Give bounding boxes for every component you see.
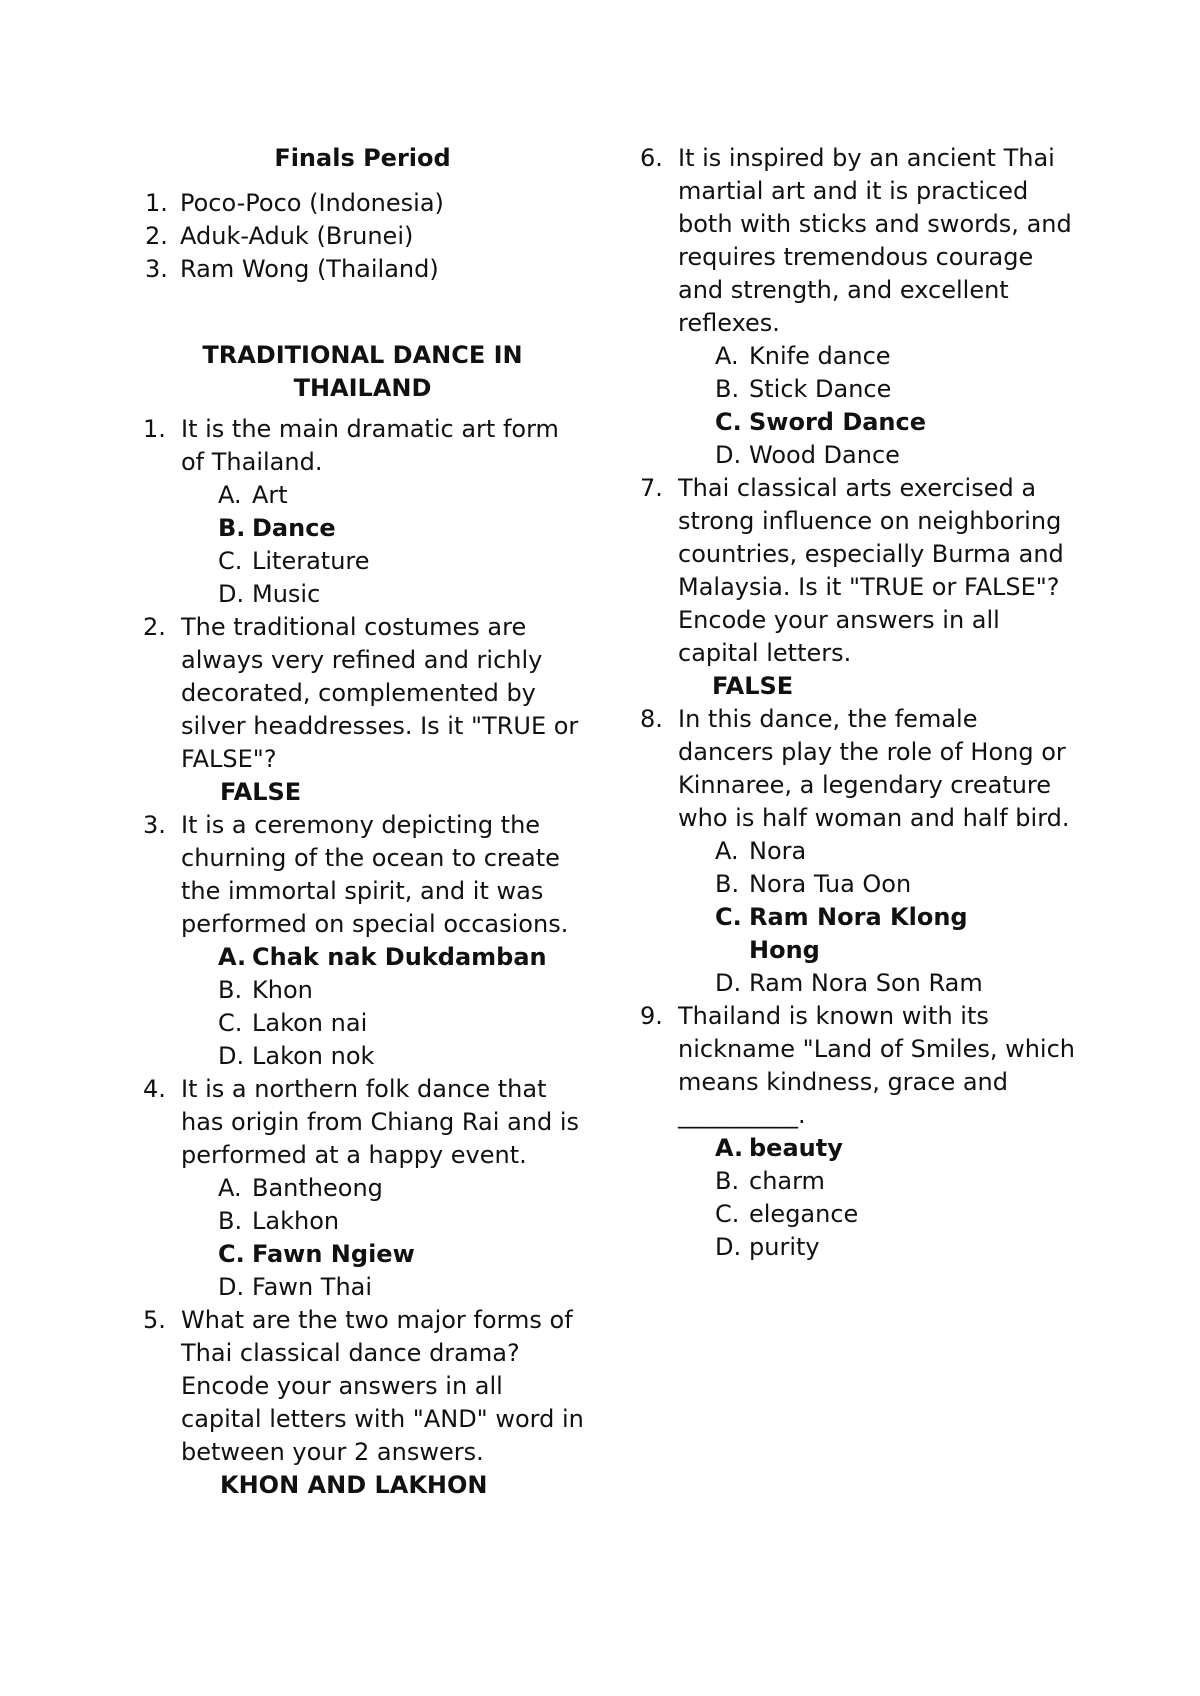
option (218, 1040, 585, 1073)
option-text: Nora Tua Oon (749, 870, 912, 898)
option-text: beauty (749, 1134, 843, 1162)
section-title-line: TRADITIONAL DANCE IN (202, 341, 523, 369)
option-correct (218, 941, 585, 974)
question-text: The traditional costumes are always very refined and richly decorated, complemented by silver headdresses. Is it "TRUE or FALSE"? (181, 613, 579, 773)
question-text: It is inspired by an ancient Thai martial art and it is practiced both with sticks and swords, and requires tremendous courage and strength, and excellent reflexes. (678, 144, 1072, 337)
option-letter: B. (715, 870, 740, 898)
option-text: elegance (749, 1200, 859, 1228)
list-item (145, 253, 585, 286)
option-text: Ram Nora Son Ram (749, 969, 983, 997)
question (143, 809, 585, 1073)
question-number: 8. (640, 705, 663, 733)
option-text: Sword Dance (749, 408, 927, 436)
option-letter: B. (218, 976, 243, 1004)
option-text: Lakon nok (252, 1042, 375, 1070)
option-letter: C. (218, 1240, 245, 1268)
option-text: Knife dance (749, 342, 891, 370)
answer-text: KHON AND LAKHON (220, 1471, 488, 1499)
list-item (145, 220, 585, 253)
option-correct (715, 406, 1080, 439)
option-letter: B. (218, 1207, 243, 1235)
options-list (143, 941, 585, 1073)
spacer (145, 286, 585, 339)
question-number: 3. (143, 811, 166, 839)
list-item (145, 187, 585, 220)
option-text: Stick Dance (749, 375, 892, 403)
options-list (143, 1172, 585, 1304)
option (218, 479, 585, 512)
answer-text: FALSE (712, 672, 794, 700)
options-list (640, 340, 1080, 472)
option-text: Khon (252, 976, 313, 1004)
option-letter: D. (218, 1042, 245, 1070)
option-text: Fawn Thai (252, 1273, 373, 1301)
option-text: Fawn Ngiew (252, 1240, 415, 1268)
option-letter: C. (218, 1009, 243, 1037)
answer-text: FALSE (220, 778, 302, 806)
question (640, 472, 1080, 703)
option-letter: B. (218, 514, 246, 542)
option-letter: A. (715, 342, 739, 370)
list-number: 3. (145, 255, 168, 283)
option-letter: C. (715, 1200, 740, 1228)
option-text: Dance (252, 514, 336, 542)
option-letter: B. (715, 375, 740, 403)
left-column (145, 142, 585, 1502)
option-correct (715, 901, 1080, 967)
question (143, 1073, 585, 1304)
question-text: Thai classical arts exercised a strong influence on neighboring countries, especially Burma and Malaysia. Is it "TRUE or FALSE"? Encode your answers in all capital letters. (678, 474, 1064, 667)
option-letter: A. (715, 1134, 744, 1162)
question (143, 1304, 585, 1502)
option (218, 1172, 585, 1205)
question (143, 413, 585, 611)
right-column (640, 142, 1080, 1264)
option-letter: D. (715, 1233, 742, 1261)
section-title-line: THAILAND (293, 374, 432, 402)
dance-list (145, 187, 585, 286)
options-list (640, 1132, 1080, 1264)
option-text: Literature (252, 547, 370, 575)
option (218, 974, 585, 1007)
option-text: Nora (749, 837, 807, 865)
option-correct (715, 1132, 1080, 1165)
question-number: 5. (143, 1306, 166, 1334)
option-text: Ram Nora Klong Hong (749, 903, 968, 964)
option-letter: C. (715, 408, 742, 436)
option (715, 868, 1080, 901)
option (715, 340, 1080, 373)
option-correct (218, 512, 585, 545)
option-text: Music (252, 580, 321, 608)
option (218, 545, 585, 578)
question-text: Thailand is known with its nickname "Land of Smiles, which means kindness, grace and __________. (678, 1002, 1076, 1129)
options-list (143, 479, 585, 611)
question-text: It is the main dramatic art form of Thailand. (181, 415, 559, 476)
option (715, 373, 1080, 406)
option (715, 1198, 1080, 1231)
option (715, 1231, 1080, 1264)
question (640, 703, 1080, 1000)
question-text: It is a northern folk dance that has origin from Chiang Rai and is performed at a happy event. (181, 1075, 580, 1169)
option-text: Wood Dance (749, 441, 900, 469)
option-letter: C. (715, 903, 742, 931)
option-text: Art (252, 481, 288, 509)
option-letter: D. (218, 580, 245, 608)
option-text: purity (749, 1233, 820, 1261)
option (218, 1205, 585, 1238)
question (143, 611, 585, 809)
option-text: charm (749, 1167, 825, 1195)
list-text: Aduk-Aduk (Brunei) (180, 222, 414, 250)
option-letter: C. (218, 547, 243, 575)
question-number: 7. (640, 474, 663, 502)
list-number: 2. (145, 222, 168, 250)
list-text: Poco-Poco (Indonesia) (180, 189, 444, 217)
section-title (145, 339, 580, 405)
option (715, 1165, 1080, 1198)
option-letter: A. (218, 1174, 242, 1202)
option (715, 439, 1080, 472)
question-number: 4. (143, 1075, 166, 1103)
options-list (640, 835, 1080, 1000)
list-number: 1. (145, 189, 168, 217)
option-correct (218, 1238, 585, 1271)
question-number: 1. (143, 415, 166, 443)
option-letter: A. (715, 837, 739, 865)
option-text: Chak nak Dukdamban (252, 943, 547, 971)
question-text: In this dance, the female dancers play the role of Hong or Kinnaree, a legendary creature who is half woman and half bird. (678, 705, 1070, 832)
option-text: Bantheong (252, 1174, 383, 1202)
option (218, 1271, 585, 1304)
page-title: Finals Period (274, 144, 451, 172)
question-number: 6. (640, 144, 663, 172)
option-text: Lakhon (252, 1207, 340, 1235)
option-letter: D. (715, 441, 742, 469)
option (218, 578, 585, 611)
option-text: Lakon nai (252, 1009, 368, 1037)
option-letter: A. (218, 481, 242, 509)
option (715, 835, 1080, 868)
option (715, 967, 1080, 1000)
question (640, 1000, 1080, 1264)
list-text: Ram Wong (Thailand) (180, 255, 439, 283)
option (218, 1007, 585, 1040)
option-letter: D. (715, 969, 742, 997)
question (640, 142, 1080, 472)
option-letter: D. (218, 1273, 245, 1301)
option-letter: A. (218, 943, 247, 971)
question-number: 2. (143, 613, 166, 641)
option-letter: B. (715, 1167, 740, 1195)
question-number: 9. (640, 1002, 663, 1030)
question-text: What are the two major forms of Thai classical dance drama? Encode your answers in all capital letters with "AND" word in between your 2 answers. (181, 1306, 584, 1466)
question-text: It is a ceremony depicting the churning of the ocean to create the immortal spirit, and it was performed on special occasions. (181, 811, 569, 938)
